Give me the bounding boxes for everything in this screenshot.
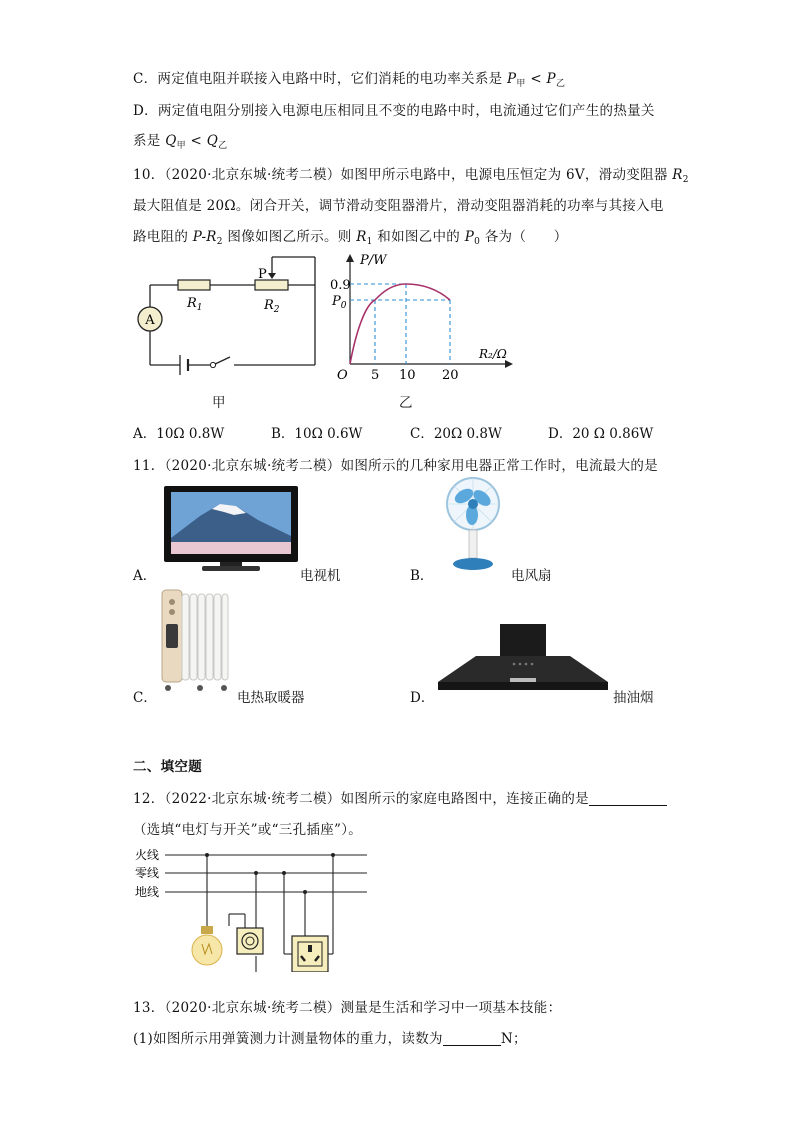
- y-axis-arrow: [346, 254, 354, 262]
- q10-line3-p-sub: 0: [474, 237, 481, 247]
- q9-option-c-math2: P: [546, 71, 556, 87]
- neutral-wire-label: 零线: [135, 866, 160, 880]
- slider-label: P: [258, 267, 267, 282]
- q11-option-b-label: 电风扇: [511, 568, 552, 584]
- range-hood-image: [436, 624, 610, 692]
- q11-option-a-label: 电视机: [300, 568, 341, 584]
- q10-stem-line3: [133, 225, 568, 247]
- tv-image: [164, 486, 298, 572]
- q10-line3-a: 路电阻的: [133, 229, 189, 245]
- circuit-diagram-jia: [130, 255, 330, 385]
- q10-line3-r: R: [356, 229, 367, 245]
- q10-line3-r-sub: 1: [366, 237, 373, 247]
- fan-pole: [469, 530, 477, 558]
- q9-option-d-sub2: 乙: [218, 141, 228, 151]
- svg-text:R1: [186, 296, 203, 313]
- q9-option-d-math: Q: [165, 133, 177, 149]
- y-axis-label: P/W: [360, 253, 387, 268]
- power-graph-yi: [330, 250, 520, 385]
- tv-blossoms: [171, 542, 291, 554]
- q10-line3-b-sub: 2: [216, 237, 223, 247]
- q9-option-d-sub1: 甲: [176, 141, 186, 151]
- q11-option-c-letter[interactable]: C．: [133, 690, 157, 706]
- q9-option-d-line2: [133, 129, 227, 151]
- q9-option-c-text: C．两定值电阻并联接入电路中时，它们消耗的电功率关系是: [133, 71, 503, 87]
- three-hole-socket-icon: [292, 936, 328, 972]
- q10-line3-p: P: [464, 229, 475, 245]
- power-curve: [350, 284, 450, 364]
- q12-answer-blank[interactable]: [589, 791, 667, 806]
- graph-caption: 乙: [399, 395, 413, 411]
- q10-line3-c: 图像如图乙所示。则: [227, 229, 352, 245]
- q9-option-c-sub2: 乙: [555, 79, 566, 89]
- q13-sub1: [133, 1027, 527, 1047]
- q13-sub1-text: (1)如图所示用弹簧测力计测量物体的重力，读数为: [133, 1031, 443, 1047]
- q12-line1-text: 12．（2022·北京东城·统考二模）如图所示的家庭电路图中，连接正确的是: [133, 791, 589, 807]
- section-title-fill-in: 二、填空题: [133, 759, 202, 775]
- q10-line1-text: 10．（2020·北京东城·统考二模）如图甲所示电路中，电源电压恒定为 6V，滑动变阻器: [133, 167, 668, 183]
- q13-sub1-unit: N；: [500, 1031, 527, 1047]
- tv-stand: [202, 566, 260, 571]
- q11-stem: 11．（2020·北京东城·统考二模）如图所示的几种家用电器正常工作时，电流最大的是: [133, 458, 658, 474]
- r2-label: R: [264, 298, 274, 313]
- q13-answer-blank[interactable]: [443, 1031, 501, 1046]
- x-tick-20: 20: [442, 368, 459, 383]
- r1-label-sub: 1: [196, 303, 203, 313]
- q11-option-a-letter[interactable]: A．: [133, 568, 157, 584]
- q10-option-d[interactable]: D．20 Ω 0.86W: [548, 426, 654, 442]
- svg-text:R2: [263, 298, 280, 315]
- q9-option-c-sub1: 甲: [516, 79, 526, 89]
- q11-option-d-letter[interactable]: D．: [410, 690, 435, 706]
- resistor-r1: [178, 280, 210, 290]
- q10-option-b[interactable]: B．10Ω 0.6W: [271, 426, 363, 442]
- q9-option-d-text2: 系是: [133, 133, 161, 149]
- q10-line3-b: P-R: [192, 229, 217, 245]
- r2-label-sub: 2: [273, 305, 280, 315]
- heater-fins: [182, 594, 228, 680]
- q9-option-d-relation: <: [190, 133, 203, 149]
- q9-option-d-line1: D．两定值电阻分别接入电源电压相同且不变的电路中时，电流通过它们产生的热量关: [133, 103, 655, 119]
- q9-option-c-math: P: [507, 71, 517, 87]
- q9-option-c-relation: <: [530, 71, 542, 87]
- q10-stem-line2: 最大阻值是 20Ω。闭合开关，调节滑动变阻器滑片，滑动变阻器消耗的功率与其接入电: [133, 198, 664, 214]
- live-wire-label: 火线: [135, 848, 160, 862]
- q9-option-c: [133, 67, 565, 89]
- q10-line3-e: 各为（ ）: [484, 229, 568, 245]
- light-bulb-icon: [192, 926, 222, 965]
- y-tick-p0: P: [332, 294, 341, 309]
- r1-label: R: [187, 296, 197, 311]
- heater-image: [160, 588, 230, 692]
- x-axis-label: R₂/Ω: [479, 347, 507, 361]
- q13-stem: 13．（2020·北京东城·统考二模）测量是生活和学习中一项基本技能：: [133, 1000, 562, 1016]
- q10-line1-r-sub: 2: [682, 175, 689, 185]
- origin-label: O: [337, 368, 348, 383]
- slider-arrow: [268, 273, 276, 279]
- q11-option-d-label: 抽油烟: [613, 690, 654, 706]
- x-tick-5: 5: [371, 368, 380, 383]
- q10-option-a[interactable]: A．10Ω 0.8W: [133, 426, 225, 442]
- q10-line3-d: 和如图乙中的: [377, 229, 461, 245]
- y-tick-0-9: 0.9: [330, 278, 351, 293]
- q11-option-c-label: 电热取暖器: [237, 690, 305, 706]
- ammeter-label: A: [145, 313, 155, 328]
- q12-stem-line1: [133, 787, 667, 807]
- q10-option-c[interactable]: C．20Ω 0.8W: [410, 426, 502, 442]
- fan-image: [442, 476, 504, 572]
- q12-stem-line2: （选填“电灯与开关”或“三孔插座”）。: [133, 822, 363, 838]
- hood-chimney: [500, 624, 546, 656]
- q10-stem-line1: [133, 163, 689, 185]
- switch-icon: [237, 928, 263, 954]
- q10-line1-r: R: [672, 167, 683, 183]
- fan-base: [453, 558, 493, 570]
- q11-option-b-letter[interactable]: B．: [410, 568, 434, 584]
- ground-wire-label: 地线: [135, 885, 160, 899]
- y-tick-p0-sub: 0: [340, 301, 347, 311]
- x-axis-arrow: [505, 360, 513, 368]
- x-tick-10: 10: [399, 368, 416, 383]
- household-circuit-diagram: [133, 846, 373, 972]
- switch-pivot: [210, 362, 215, 367]
- guide-lines: [350, 284, 450, 364]
- heater-display: [166, 624, 178, 648]
- circuit-caption: 甲: [212, 395, 226, 411]
- svg-text:P0: [331, 294, 347, 311]
- q9-option-d-math2: Q: [206, 133, 219, 149]
